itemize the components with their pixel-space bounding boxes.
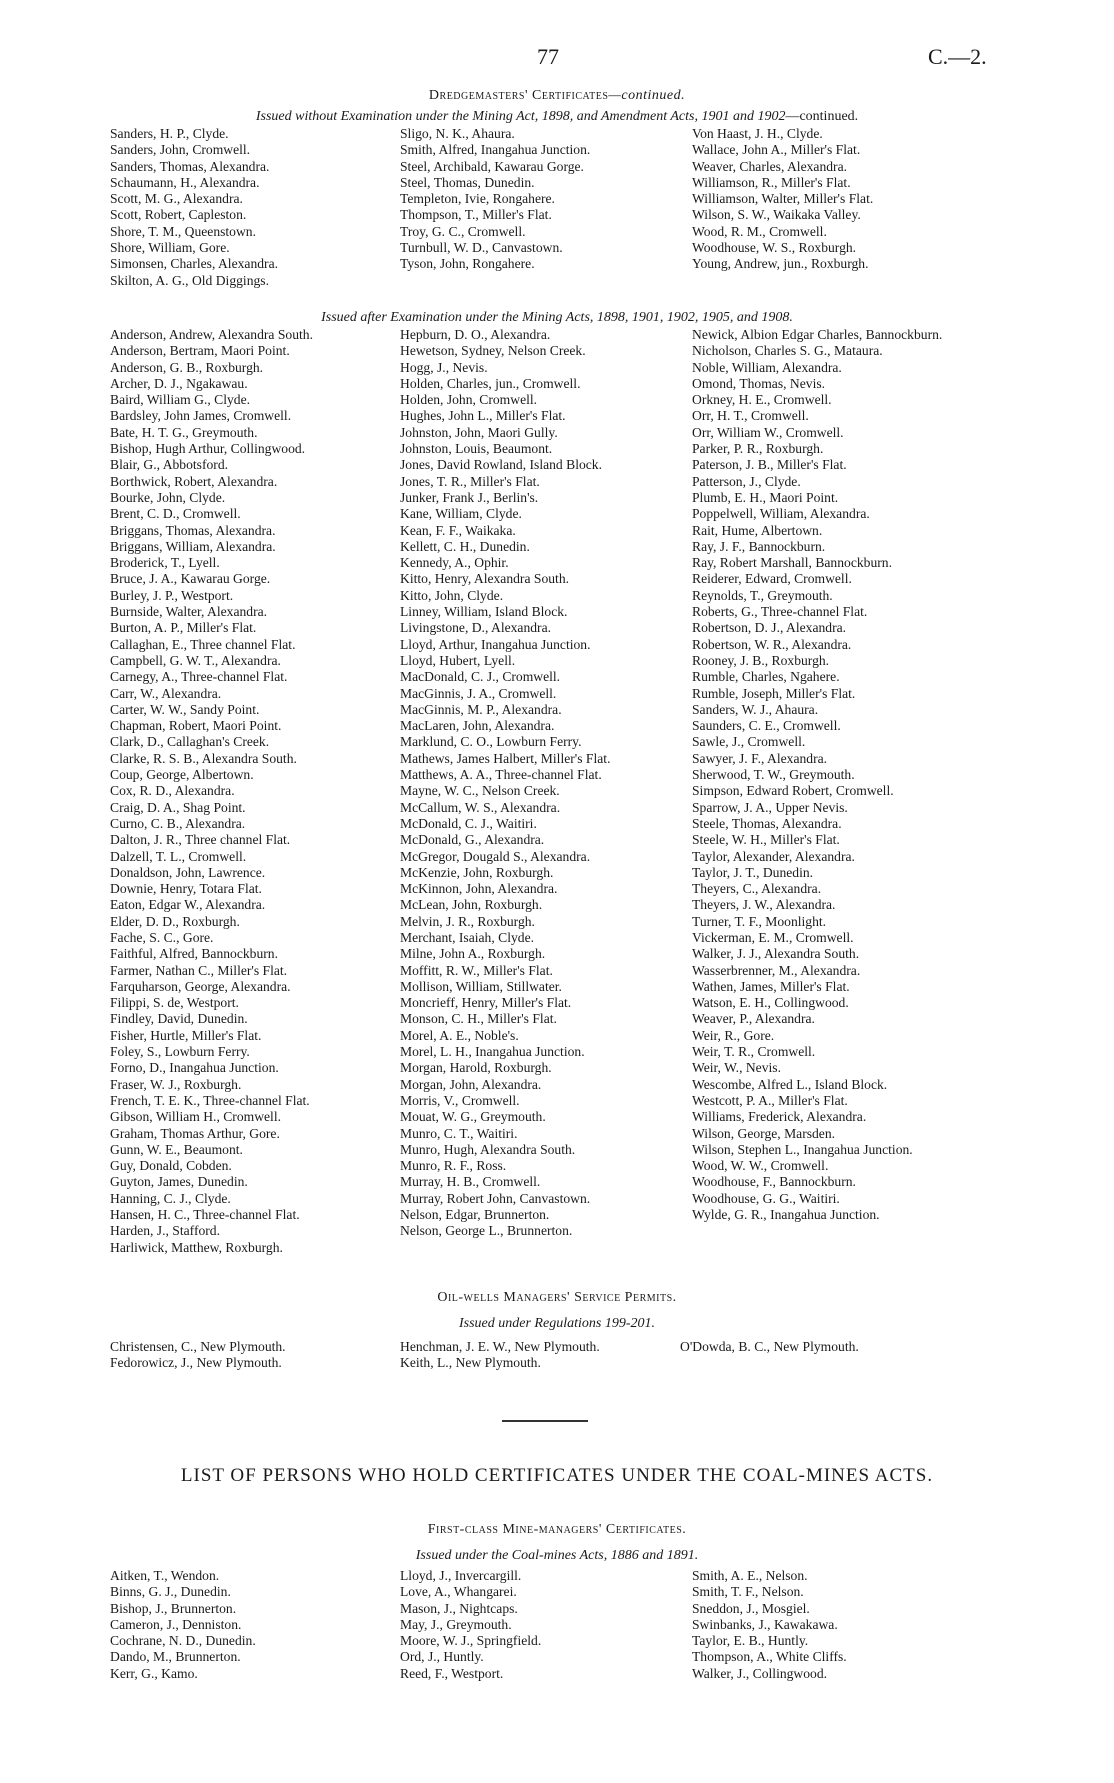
list-item: Murray, Robert John, Canvastown. <box>400 1190 591 1206</box>
coal-col-1 <box>110 1568 370 1682</box>
list-item: Scott, M. G., Alexandra. <box>110 191 243 207</box>
list-item: Weaver, Charles, Alexandra. <box>692 158 847 174</box>
list-item: Nelson, Edgar, Brunnerton. <box>400 1207 550 1223</box>
list-item: Kane, William, Clyde. <box>400 506 522 522</box>
list-item: Weir, T. R., Cromwell. <box>692 1044 816 1060</box>
list-item: Linney, William, Island Block. <box>400 604 568 620</box>
list-item: Harden, J., Stafford. <box>110 1223 220 1239</box>
list-item: Woodhouse, F., Bannockburn. <box>692 1174 856 1190</box>
list-item: Murray, H. B., Cromwell. <box>400 1174 541 1190</box>
coal-col-2 <box>400 1568 660 1682</box>
oilwells-col-1 <box>110 1339 370 1372</box>
list-item: Graham, Thomas Arthur, Gore. <box>110 1125 280 1141</box>
list-item: Wilson, S. W., Waikaka Valley. <box>692 207 861 223</box>
list-item: Weir, R., Gore. <box>692 1027 775 1043</box>
list-item: Elder, D. D., Roxburgh. <box>110 913 240 929</box>
list-item: Williamson, R., Miller's Flat. <box>692 174 851 190</box>
list-item: Binns, G. J., Dunedin. <box>110 1584 231 1600</box>
list-item: Broderick, T., Lyell. <box>110 555 220 571</box>
list-item: Robertson, D. J., Alexandra. <box>692 620 847 636</box>
list-item: Robertson, W. R., Alexandra. <box>692 636 852 652</box>
list-item: Livingstone, D., Alexandra. <box>400 620 552 636</box>
list-item: Noble, William, Alexandra. <box>692 359 842 375</box>
list-item: Vickerman, E. M., Cromwell. <box>692 929 854 945</box>
list-item: Gunn, W. E., Beaumont. <box>110 1141 243 1157</box>
list-item: Turner, T. F., Moonlight. <box>692 913 827 929</box>
without-exam-heading-continued: —continued. <box>785 109 859 124</box>
list-item: Johnston, Louis, Beaumont. <box>400 441 553 457</box>
list-item: Henchman, J. E. W., New Plymouth. <box>400 1339 600 1354</box>
list-item: Forno, D., Inangahua Junction. <box>110 1060 279 1076</box>
list-item: Kellett, C. H., Dunedin. <box>400 538 530 554</box>
list-item: Hanning, C. J., Clyde. <box>110 1190 231 1206</box>
oilwells-col-3 <box>680 1339 980 1355</box>
oilwells-col-2 <box>400 1339 680 1372</box>
list-item: Carter, W. W., Sandy Point. <box>110 701 260 717</box>
list-item: Hewetson, Sydney, Nelson Creek. <box>400 343 586 359</box>
list-item: Jones, T. R., Miller's Flat. <box>400 473 540 489</box>
list-item: Baird, William G., Clyde. <box>110 392 251 408</box>
list-item: Guy, Donald, Cobden. <box>110 1158 232 1174</box>
list-item: Wallace, John A., Miller's Flat. <box>692 142 861 158</box>
list-item: Munro, R. F., Ross. <box>400 1158 507 1174</box>
list-item: Bardsley, John James, Cromwell. <box>110 408 292 424</box>
list-item: Steel, Thomas, Dunedin. <box>400 174 535 190</box>
list-item: Wood, R. M., Cromwell. <box>692 223 827 239</box>
list-item: Swinbanks, J., Kawakawa. <box>692 1616 838 1632</box>
list-item: Moffitt, R. W., Miller's Flat. <box>400 962 553 978</box>
list-item: McDonald, G., Alexandra. <box>400 832 545 848</box>
list-item: Theyers, J. W., Alexandra. <box>692 897 836 913</box>
list-item: Reiderer, Edward, Cromwell. <box>692 571 852 587</box>
list-item: Carr, W., Alexandra. <box>110 685 222 701</box>
list-item: Steel, Archibald, Kawarau Gorge. <box>400 158 584 174</box>
list-item: Anderson, G. B., Roxburgh. <box>110 359 264 375</box>
page-number: 77 <box>537 44 559 69</box>
without-exam-col-1 <box>110 126 360 289</box>
after-exam-col-1 <box>110 327 398 1256</box>
without-exam-col-2 <box>400 126 670 273</box>
list-item: Weir, W., Nevis. <box>692 1060 781 1076</box>
list-item: Callaghan, E., Three channel Flat. <box>110 636 296 652</box>
list-item: Foley, S., Lowburn Ferry. <box>110 1044 250 1060</box>
list-item: Cochrane, N. D., Dunedin. <box>110 1633 256 1649</box>
list-item: Westcott, P. A., Miller's Flat. <box>692 1092 848 1108</box>
list-item: Archer, D. J., Ngakawau. <box>110 375 248 391</box>
list-item: Poppelwell, William, Alexandra. <box>692 506 870 522</box>
list-item: Bourke, John, Clyde. <box>110 489 226 505</box>
section-title-dredgemasters <box>0 88 1114 104</box>
list-item: Gibson, William H., Cromwell. <box>110 1109 282 1125</box>
list-item: Marklund, C. O., Lowburn Ferry. <box>400 734 582 750</box>
list-item: Chapman, Robert, Maori Point. <box>110 718 282 734</box>
list-item: Anderson, Bertram, Maori Point. <box>110 343 290 359</box>
list-item: Watson, E. H., Collingwood. <box>692 995 849 1011</box>
list-item: Merchant, Isaiah, Clyde. <box>400 929 535 945</box>
list-item: Christensen, C., New Plymouth. <box>110 1339 286 1354</box>
list-item: Walker, J., Collingwood. <box>692 1665 828 1681</box>
list-item: Saunders, C. E., Cromwell. <box>692 718 841 734</box>
list-item: Love, A., Whangarei. <box>400 1584 517 1600</box>
list-item: Simonsen, Charles, Alexandra. <box>110 256 279 272</box>
list-item: Moore, W. J., Springfield. <box>400 1633 542 1649</box>
list-item: McLean, John, Roxburgh. <box>400 897 543 913</box>
list-item: Farmer, Nathan C., Miller's Flat. <box>110 962 288 978</box>
list-item: Wylde, G. R., Inangahua Junction. <box>692 1207 880 1223</box>
list-item: Kean, F. F., Waikaka. <box>400 522 516 538</box>
list-item: Ray, J. F., Bannockburn. <box>692 538 826 554</box>
list-item: MacGinnis, M. P., Alexandra. <box>400 701 562 717</box>
list-item: Aitken, T., Wendon. <box>110 1568 220 1583</box>
list-item: Borthwick, Robert, Alexandra. <box>110 473 278 489</box>
section-divider <box>502 1420 588 1422</box>
list-item: Craig, D. A., Shag Point. <box>110 799 246 815</box>
list-item: McKenzie, John, Roxburgh. <box>400 864 554 880</box>
list-item: Sanders, H. P., Clyde. <box>110 126 229 141</box>
after-exam-col-3 <box>692 327 982 1223</box>
list-item: Templeton, Ivie, Rongahere. <box>400 191 555 207</box>
document-code: C.—2. <box>928 44 987 69</box>
list-item: Fraser, W. J., Roxburgh. <box>110 1076 242 1092</box>
list-item: Melvin, J. R., Roxburgh. <box>400 913 535 929</box>
list-item: Rait, Hume, Albertown. <box>692 522 823 538</box>
list-item: Dalton, J. R., Three channel Flat. <box>110 832 291 848</box>
list-item: Smith, T. F., Nelson. <box>692 1584 804 1600</box>
list-item: Faithful, Alfred, Bannockburn. <box>110 946 279 962</box>
list-item: Campbell, G. W. T., Alexandra. <box>110 652 281 668</box>
list-item: Rumble, Charles, Ngahere. <box>692 669 840 685</box>
list-item: Burton, A. P., Miller's Flat. <box>110 620 257 636</box>
without-exam-heading-text: Issued without Examination under the Mining Act, 1898, and Amendment Acts, 1901 and 1902 <box>255 109 786 124</box>
list-item: McGregor, Dougald S., Alexandra. <box>400 848 591 864</box>
list-item: Lloyd, Hubert, Lyell. <box>400 652 516 668</box>
list-item: Monson, C. H., Miller's Flat. <box>400 1011 557 1027</box>
list-item: Farquharson, George, Alexandra. <box>110 978 291 994</box>
list-item: Newick, Albion Edgar Charles, Bannockburn. <box>692 327 943 342</box>
list-item: Troy, G. C., Cromwell. <box>400 223 526 239</box>
list-item: May, J., Greymouth. <box>400 1616 512 1632</box>
list-item: Ray, Robert Marshall, Bannockburn. <box>692 555 892 571</box>
coal-subtitle: First-class Mine-managers' Certificates. <box>427 1522 687 1537</box>
list-item: O'Dowda, B. C., New Plymouth. <box>680 1339 859 1354</box>
list-item: Roberts, G., Three-channel Flat. <box>692 604 868 620</box>
list-item: MacLaren, John, Alexandra. <box>400 718 555 734</box>
list-item: Milne, John A., Roxburgh. <box>400 946 546 962</box>
list-item: Steele, W. H., Miller's Flat. <box>692 832 840 848</box>
list-item: Orr, William W., Cromwell. <box>692 424 844 440</box>
coal-subheading: Issued under the Coal-mines Acts, 1886 and 1891. <box>415 1548 699 1563</box>
list-item: Sanders, W. J., Ahaura. <box>692 701 819 717</box>
coal-col-3 <box>692 1568 972 1682</box>
list-item: Mollison, William, Stillwater. <box>400 978 562 994</box>
list-item: Mouat, W. G., Greymouth. <box>400 1109 546 1125</box>
list-item: Fisher, Hurtle, Miller's Flat. <box>110 1027 262 1043</box>
list-item: Sanders, John, Cromwell. <box>110 142 251 158</box>
list-item: Lloyd, Arthur, Inangahua Junction. <box>400 636 591 652</box>
list-item: Omond, Thomas, Nevis. <box>692 375 826 391</box>
list-item: Clark, D., Callaghan's Creek. <box>110 734 270 750</box>
list-item: Plumb, E. H., Maori Point. <box>692 489 839 505</box>
list-item: Anderson, Andrew, Alexandra South. <box>110 327 313 342</box>
list-item: Orr, H. T., Cromwell. <box>692 408 809 424</box>
list-item: McDonald, C. J., Waitiri. <box>400 815 537 831</box>
list-item: Briggans, William, Alexandra. <box>110 538 276 554</box>
list-item: Ord, J., Huntly. <box>400 1649 484 1665</box>
list-item: Clarke, R. S. B., Alexandra South. <box>110 750 297 766</box>
list-item: Kennedy, A., Ophir. <box>400 555 509 571</box>
list-item: Briggans, Thomas, Alexandra. <box>110 522 276 538</box>
oilwells-title: Oil-wells Managers' Service Permits. <box>437 1290 677 1305</box>
list-item: Steele, Thomas, Alexandra. <box>692 815 842 831</box>
list-item: Brent, C. D., Cromwell. <box>110 506 241 522</box>
list-item: Filippi, S. de, Westport. <box>110 995 239 1011</box>
list-item: Matthews, A. A., Three-channel Flat. <box>400 767 602 783</box>
list-item: Keith, L., New Plymouth. <box>400 1355 541 1371</box>
list-item: Patterson, J., Clyde. <box>692 473 801 489</box>
list-item: Williams, Frederick, Alexandra. <box>692 1109 867 1125</box>
list-item: Thompson, A., White Cliffs. <box>692 1649 847 1665</box>
list-item: Junker, Frank J., Berlin's. <box>400 489 539 505</box>
list-item: Taylor, E. B., Huntly. <box>692 1633 809 1649</box>
list-item: Rooney, J. B., Roxburgh. <box>692 652 830 668</box>
list-item: Munro, Hugh, Alexandra South. <box>400 1141 576 1157</box>
without-exam-heading <box>0 109 1114 125</box>
list-item: Hansen, H. C., Three-channel Flat. <box>110 1207 300 1223</box>
list-item: Smith, Alfred, Inangahua Junction. <box>400 142 591 158</box>
list-item: Skilton, A. G., Old Diggings. <box>110 272 269 288</box>
list-item: Walker, J. J., Alexandra South. <box>692 946 860 962</box>
oilwells-subheading: Issued under Regulations 199-201. <box>459 1316 655 1331</box>
list-item: Kitto, John, Clyde. <box>400 587 504 603</box>
list-item: Johnston, John, Maori Gully. <box>400 424 558 440</box>
list-item: Morris, V., Cromwell. <box>400 1092 520 1108</box>
list-item: Williamson, Walter, Miller's Flat. <box>692 191 874 207</box>
list-item: Dando, M., Brunnerton. <box>110 1649 241 1665</box>
list-item: Scott, Robert, Capleston. <box>110 207 247 223</box>
list-item: Burnside, Walter, Alexandra. <box>110 604 268 620</box>
list-item: Wathen, James, Miller's Flat. <box>692 978 850 994</box>
list-item: Fedorowicz, J., New Plymouth. <box>110 1355 282 1371</box>
list-item: MacDonald, C. J., Cromwell. <box>400 669 561 685</box>
list-item: Dalzell, T. L., Cromwell. <box>110 848 247 864</box>
list-item: Downie, Henry, Totara Flat. <box>110 881 262 897</box>
list-item: Cameron, J., Denniston. <box>110 1616 242 1632</box>
list-item: Guyton, James, Dunedin. <box>110 1174 248 1190</box>
list-item: Rumble, Joseph, Miller's Flat. <box>692 685 856 701</box>
list-item: Moncrieff, Henry, Miller's Flat. <box>400 995 572 1011</box>
list-item: Simpson, Edward Robert, Cromwell. <box>692 783 894 799</box>
after-exam-heading: Issued after Examination under the Mining Acts, 1898, 1901, 1902, 1905, and 1908. <box>321 310 793 325</box>
list-item: Donaldson, John, Lawrence. <box>110 864 266 880</box>
list-item: Wilson, Stephen L., Inangahua Junction. <box>692 1141 913 1157</box>
list-item: Woodhouse, W. S., Roxburgh. <box>692 240 857 256</box>
list-item: Reed, F., Westport. <box>400 1665 504 1681</box>
list-item: Hogg, J., Nevis. <box>400 359 488 375</box>
list-item: Von Haast, J. H., Clyde. <box>692 126 823 141</box>
section-title-text: Dredgemasters' Certificates <box>428 88 609 103</box>
list-item: Bruce, J. A., Kawarau Gorge. <box>110 571 271 587</box>
list-item: Mathews, James Halbert, Miller's Flat. <box>400 750 611 766</box>
list-item: Theyers, C., Alexandra. <box>692 881 822 897</box>
list-item: Curno, C. B., Alexandra. <box>110 815 246 831</box>
list-item: Fache, S. C., Gore. <box>110 929 214 945</box>
list-item: Bishop, Hugh Arthur, Collingwood. <box>110 441 306 457</box>
list-item: Wood, W. W., Cromwell. <box>692 1158 829 1174</box>
list-item: Morgan, Harold, Roxburgh. <box>400 1060 552 1076</box>
list-item: Morgan, John, Alexandra. <box>400 1076 542 1092</box>
list-item: Carnegy, A., Three-channel Flat. <box>110 669 288 685</box>
list-item: Harliwick, Matthew, Roxburgh. <box>110 1239 283 1255</box>
list-item: Schaumann, H., Alexandra. <box>110 174 260 190</box>
list-item: Kitto, Henry, Alexandra South. <box>400 571 570 587</box>
list-item: Sligo, N. K., Ahaura. <box>400 126 515 141</box>
list-item: Sparrow, J. A., Upper Nevis. <box>692 799 848 815</box>
list-item: Eaton, Edgar W., Alexandra. <box>110 897 266 913</box>
list-item: Woodhouse, G. G., Waitiri. <box>692 1190 840 1206</box>
list-item: Shore, William, Gore. <box>110 240 230 256</box>
list-item: Turnbull, W. D., Canvastown. <box>400 240 563 256</box>
list-item: Hepburn, D. O., Alexandra. <box>400 327 551 342</box>
list-item: Wilson, George, Marsden. <box>692 1125 836 1141</box>
list-item: Parker, P. R., Roxburgh. <box>692 441 824 457</box>
list-item: Munro, C. T., Waitiri. <box>400 1125 518 1141</box>
list-item: Wasserbrenner, M., Alexandra. <box>692 962 861 978</box>
list-item: Coup, George, Albertown. <box>110 767 254 783</box>
list-item: Sawyer, J. F., Alexandra. <box>692 750 828 766</box>
coal-title: LIST OF PERSONS WHO HOLD CERTIFICATES UNDER THE COAL-MINES ACTS. <box>180 1465 934 1486</box>
list-item: Findley, David, Dunedin. <box>110 1011 248 1027</box>
list-item: Burley, J. P., Westport. <box>110 587 234 603</box>
section-title-continued: —continued. <box>608 88 686 103</box>
list-item: Morel, A. E., Noble's. <box>400 1027 519 1043</box>
list-item: McKinnon, John, Alexandra. <box>400 881 558 897</box>
list-item: Blair, G., Abbotsford. <box>110 457 229 473</box>
list-item: Taylor, J. T., Dunedin. <box>692 864 814 880</box>
list-item: Nelson, George L., Brunnerton. <box>400 1223 573 1239</box>
list-item: Mayne, W. C., Nelson Creek. <box>400 783 560 799</box>
list-item: Young, Andrew, jun., Roxburgh. <box>692 256 869 272</box>
list-item: MacGinnis, J. A., Cromwell. <box>400 685 557 701</box>
list-item: Smith, A. E., Nelson. <box>692 1568 808 1583</box>
list-item: Nicholson, Charles S. G., Mataura. <box>692 343 883 359</box>
list-item: Orkney, H. E., Cromwell. <box>692 392 832 408</box>
list-item: Holden, Charles, jun., Cromwell. <box>400 375 581 391</box>
list-item: Sherwood, T. W., Greymouth. <box>692 767 855 783</box>
list-item: Thompson, T., Miller's Flat. <box>400 207 552 223</box>
list-item: Morel, L. H., Inangahua Junction. <box>400 1044 585 1060</box>
list-item: Paterson, J. B., Miller's Flat. <box>692 457 847 473</box>
list-item: Cox, R. D., Alexandra. <box>110 783 235 799</box>
list-item: McCallum, W. S., Alexandra. <box>400 799 561 815</box>
list-item: Mason, J., Nightcaps. <box>400 1600 518 1616</box>
list-item: Shore, T. M., Queenstown. <box>110 223 256 239</box>
list-item: Lloyd, J., Invercargill. <box>400 1568 522 1583</box>
without-exam-col-3 <box>692 126 992 273</box>
list-item: Holden, John, Cromwell. <box>400 392 538 408</box>
list-item: Hughes, John L., Miller's Flat. <box>400 408 566 424</box>
list-item: Kerr, G., Kamo. <box>110 1665 198 1681</box>
list-item: French, T. E. K., Three-channel Flat. <box>110 1092 310 1108</box>
list-item: Sanders, Thomas, Alexandra. <box>110 158 270 174</box>
list-item: Tyson, John, Rongahere. <box>400 256 535 272</box>
list-item: Weaver, P., Alexandra. <box>692 1011 815 1027</box>
list-item: Jones, David Rowland, Island Block. <box>400 457 602 473</box>
list-item: Reynolds, T., Greymouth. <box>692 587 833 603</box>
after-exam-col-2 <box>400 327 682 1240</box>
list-item: Wescombe, Alfred L., Island Block. <box>692 1076 888 1092</box>
list-item: Bate, H. T. G., Greymouth. <box>110 424 258 440</box>
list-item: Taylor, Alexander, Alexandra. <box>692 848 855 864</box>
list-item: Sneddon, J., Mosgiel. <box>692 1600 810 1616</box>
list-item: Sawle, J., Cromwell. <box>692 734 806 750</box>
list-item: Bishop, J., Brunnerton. <box>110 1600 237 1616</box>
